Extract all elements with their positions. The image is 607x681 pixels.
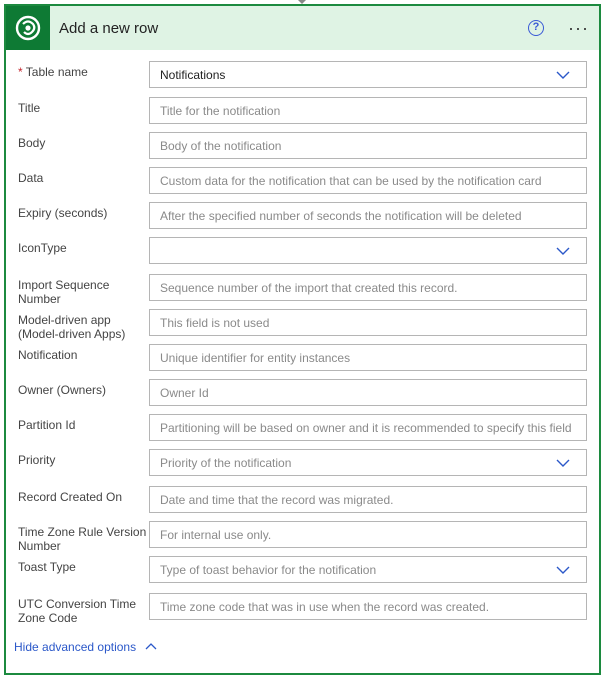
dataverse-logo-icon <box>6 6 50 50</box>
import-sequence-placeholder: Sequence number of the import that created this record. <box>160 281 458 295</box>
label-title: Title <box>18 101 41 115</box>
utc-conversion-placeholder: Time zone code that was in use when the record was created. <box>160 600 490 614</box>
label-data: Data <box>18 171 44 185</box>
record-created-on-placeholder: Date and time that the record was migrated. <box>160 493 394 507</box>
body-placeholder: Body of the notification <box>160 139 282 153</box>
chevron-down-icon <box>556 563 570 577</box>
expiry-placeholder: After the specified number of seconds the notification will be deleted <box>160 209 522 223</box>
model-driven-app-placeholder: This field is not used <box>160 316 270 330</box>
label-line2: (Model-driven Apps) <box>18 327 126 341</box>
data-input[interactable] <box>149 167 587 194</box>
card-header[interactable] <box>6 6 599 50</box>
icon-type-dropdown[interactable] <box>149 237 587 264</box>
record-created-on-input[interactable] <box>149 486 587 513</box>
chevron-down-icon <box>556 244 570 258</box>
label-toast-type: Toast Type <box>18 560 76 574</box>
priority-placeholder: Priority of the notification <box>160 456 292 470</box>
table-name-value: Notifications <box>160 68 226 82</box>
chevron-up-icon[interactable] <box>145 642 157 651</box>
label-line1: UTC Conversion Time <box>18 597 137 611</box>
label-expiry: Expiry (seconds) <box>18 206 108 220</box>
action-card <box>4 4 601 675</box>
partition-id-input[interactable] <box>149 414 587 441</box>
label-owner: Owner (Owners) <box>18 383 107 397</box>
data-placeholder: Custom data for the notification that can be used by the notification card <box>160 174 542 188</box>
label-line2: Zone Code <box>18 611 78 625</box>
label-icon-type: IconType <box>18 241 67 255</box>
label-model-driven-app <box>18 313 125 341</box>
chevron-down-icon <box>556 68 570 82</box>
chevron-down-icon <box>556 456 570 470</box>
toast-type-placeholder: Type of toast behavior for the notification <box>160 563 377 577</box>
time-zone-rule-placeholder: For internal use only. <box>160 528 272 542</box>
partition-id-placeholder: Partitioning will be based on owner and it is recommended to specify this field <box>160 421 572 435</box>
label-line2: Number <box>18 539 61 553</box>
label-table-name <box>18 65 88 79</box>
utc-conversion-input[interactable] <box>149 593 587 620</box>
hide-advanced-options-link[interactable]: Hide advanced options <box>14 640 137 654</box>
help-icon[interactable]: ? <box>528 20 544 36</box>
label-line2: Number <box>18 292 61 306</box>
label-utc-conversion <box>18 597 136 625</box>
label-body: Body <box>18 136 46 150</box>
model-driven-app-input[interactable] <box>149 309 587 336</box>
owner-placeholder: Owner Id <box>160 386 209 400</box>
label-priority: Priority <box>18 453 56 467</box>
title-input[interactable] <box>149 97 587 124</box>
required-marker: * <box>18 65 23 79</box>
time-zone-rule-input[interactable] <box>149 521 587 548</box>
label-line1: Time Zone Rule Version <box>18 525 147 539</box>
body-input[interactable] <box>149 132 587 159</box>
more-options-icon[interactable]: ··· <box>568 18 589 38</box>
priority-dropdown[interactable] <box>149 449 587 476</box>
label-record-created-on: Record Created On <box>18 490 123 504</box>
label-partition-id: Partition Id <box>18 418 76 432</box>
card-title: Add a new row <box>59 20 159 37</box>
toast-type-dropdown[interactable] <box>149 556 587 583</box>
label-time-zone-rule <box>18 525 146 553</box>
notification-placeholder: Unique identifier for entity instances <box>160 351 351 365</box>
expiry-input[interactable] <box>149 202 587 229</box>
label-import-sequence <box>18 278 109 306</box>
label-notification: Notification <box>18 348 78 362</box>
notification-input[interactable] <box>149 344 587 371</box>
owner-input[interactable] <box>149 379 587 406</box>
table-name-dropdown[interactable] <box>149 61 587 88</box>
label-line1: Model-driven app <box>18 313 111 327</box>
title-placeholder: Title for the notification <box>160 104 281 118</box>
import-sequence-input[interactable] <box>149 274 587 301</box>
label-line1: Import Sequence <box>18 278 110 292</box>
label-text: Table name <box>25 65 88 79</box>
